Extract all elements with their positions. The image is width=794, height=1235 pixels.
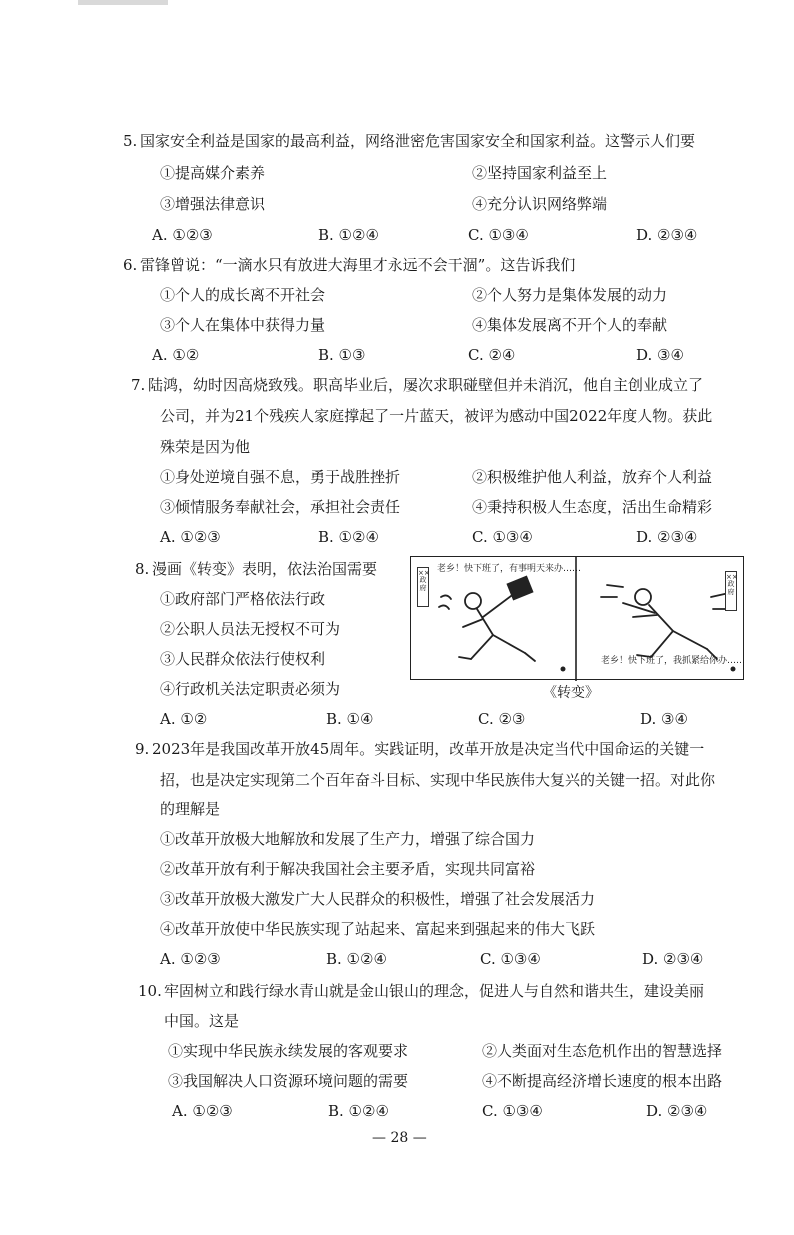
option-item: ①提高媒介素养 <box>160 164 266 182</box>
option-item: ③倾情服务奉献社会，承担社会责任 <box>160 498 401 516</box>
option-item: ①改革开放极大地解放和发展了生产力，增强了综合国力 <box>160 830 536 848</box>
option-item: ④改革开放使中华民族实现了站起来、富起来到强起来的伟大飞跃 <box>160 920 596 938</box>
question-stem: 国家安全利益是国家的最高利益，网络泄密危害国家安全和国家利益。这警示人们要 <box>140 132 696 150</box>
question-number: 5. <box>123 132 138 150</box>
question-stem: 2023年是我国改革开放45周年。实践证明，改革开放是决定当代中国命运的关键一 <box>152 740 705 758</box>
question-stem: 漫画《转变》表明，依法治国需要 <box>152 560 378 578</box>
question-stem: 牢固树立和践行绿水青山就是金山银山的理念，促进人与自然和谐共生，建设美丽 <box>164 982 705 1000</box>
option-item: ④集体发展离不开个人的奉献 <box>472 316 668 334</box>
option-item: ④行政机关法定职责必须为 <box>160 680 341 698</box>
government-sign-left: ××政府 <box>417 567 429 607</box>
answer-choice-b: B. ①②④ <box>328 1102 389 1120</box>
question-number: 7. <box>131 376 146 394</box>
question-stem: 中国。这是 <box>164 1012 240 1030</box>
option-item: ④不断提高经济增长速度的根本出路 <box>482 1072 723 1090</box>
answer-choice-c: C. ②④ <box>468 346 516 364</box>
answer-choice-d: D. ③④ <box>636 346 684 364</box>
comic-illustration <box>410 556 744 680</box>
answer-choice-d: D. ②③④ <box>636 528 698 546</box>
option-item: ①身处逆境自强不息，勇于战胜挫折 <box>160 468 401 486</box>
answer-choice-c: C. ①③④ <box>468 226 529 244</box>
option-item: ③我国解决人口资源环境问题的需要 <box>168 1072 409 1090</box>
question-number: 8. <box>135 560 150 578</box>
answer-choice-a: A. ①②③ <box>160 950 221 968</box>
question-number: 6. <box>123 256 138 274</box>
option-item: ②人类面对生态危机作出的智慧选择 <box>482 1042 723 1060</box>
answer-choice-b: B. ①④ <box>326 710 374 728</box>
question-stem: 的理解是 <box>160 800 221 818</box>
option-item: ①个人的成长离不开社会 <box>160 286 326 304</box>
option-item: ③人民群众依法行使权利 <box>160 650 326 668</box>
question-stem: 陆鸿，幼时因高烧致残。职高毕业后，屡次求职碰壁但并未消沉，他自主创业成立了 <box>148 376 704 394</box>
question-stem: 雷锋曾说：“一滴水只有放进大海里才永远不会干涸”。这告诉我们 <box>140 256 576 274</box>
answer-choice-a: A. ①②③ <box>160 528 221 546</box>
question-stem: 招，也是决定实现第二个百年奋斗目标、实现中华民族伟大复兴的关键一招。对此你 <box>160 771 716 789</box>
option-item: ②坚持国家利益至上 <box>472 164 608 182</box>
government-sign-right: ××政府 <box>725 571 737 611</box>
answer-choice-d: D. ②③④ <box>646 1102 708 1120</box>
option-item: ②改革开放有利于解决我国社会主要矛盾，实现共同富裕 <box>160 860 536 878</box>
question-number: 10. <box>138 982 162 1000</box>
answer-choice-a: A. ①② <box>160 710 208 728</box>
answer-choice-c: C. ①③④ <box>482 1102 543 1120</box>
answer-choice-d: D. ②③④ <box>636 226 698 244</box>
scan-edge-mark <box>78 0 168 5</box>
option-item: ③增强法律意识 <box>160 195 266 213</box>
speech-bubble-left: 老乡！快下班了，有事明天来办…… <box>437 564 582 574</box>
answer-choice-b: B. ①③ <box>318 346 366 364</box>
option-item: ④充分认识网络弊端 <box>472 195 608 213</box>
answer-choice-c: C. ②③ <box>478 710 526 728</box>
answer-choice-d: D. ②③④ <box>642 950 704 968</box>
question-stem: 公司，并为21个残疾人家庭撑起了一片蓝天，被评为感动中国2022年度人物。获此 <box>160 407 713 425</box>
option-item: ①政府部门严格依法行政 <box>160 590 326 608</box>
answer-choice-c: C. ①③④ <box>480 950 541 968</box>
answer-choice-b: B. ①②④ <box>326 950 387 968</box>
answer-choice-b: B. ①②④ <box>318 528 379 546</box>
answer-choice-a: A. ①②③ <box>152 226 213 244</box>
answer-choice-d: D. ③④ <box>640 710 688 728</box>
answer-choice-a: A. ①② <box>152 346 200 364</box>
comic-caption: 《转变》 <box>543 685 599 701</box>
option-item: ②积极维护他人利益，放弃个人利益 <box>472 468 713 486</box>
answer-choice-c: C. ①③④ <box>472 528 533 546</box>
page-number: — 28 — <box>372 1130 427 1146</box>
option-item: ①实现中华民族永续发展的客观要求 <box>168 1042 409 1060</box>
option-item: ③个人在集体中获得力量 <box>160 316 326 334</box>
speech-bubble-right: 老乡！快下班了，我抓紧给你办…… <box>601 656 746 666</box>
option-item: ④秉持积极人生态度，活出生命精彩 <box>472 498 713 516</box>
answer-choice-b: B. ①②④ <box>318 226 379 244</box>
question-number: 9. <box>135 740 150 758</box>
option-item: ③改革开放极大激发广大人民群众的积极性，增强了社会发展活力 <box>160 890 596 908</box>
question-stem: 殊荣是因为他 <box>160 438 251 456</box>
option-item: ②个人努力是集体发展的动力 <box>472 286 668 304</box>
option-item: ②公职人员法无授权不可为 <box>160 620 341 638</box>
answer-choice-a: A. ①②③ <box>172 1102 233 1120</box>
